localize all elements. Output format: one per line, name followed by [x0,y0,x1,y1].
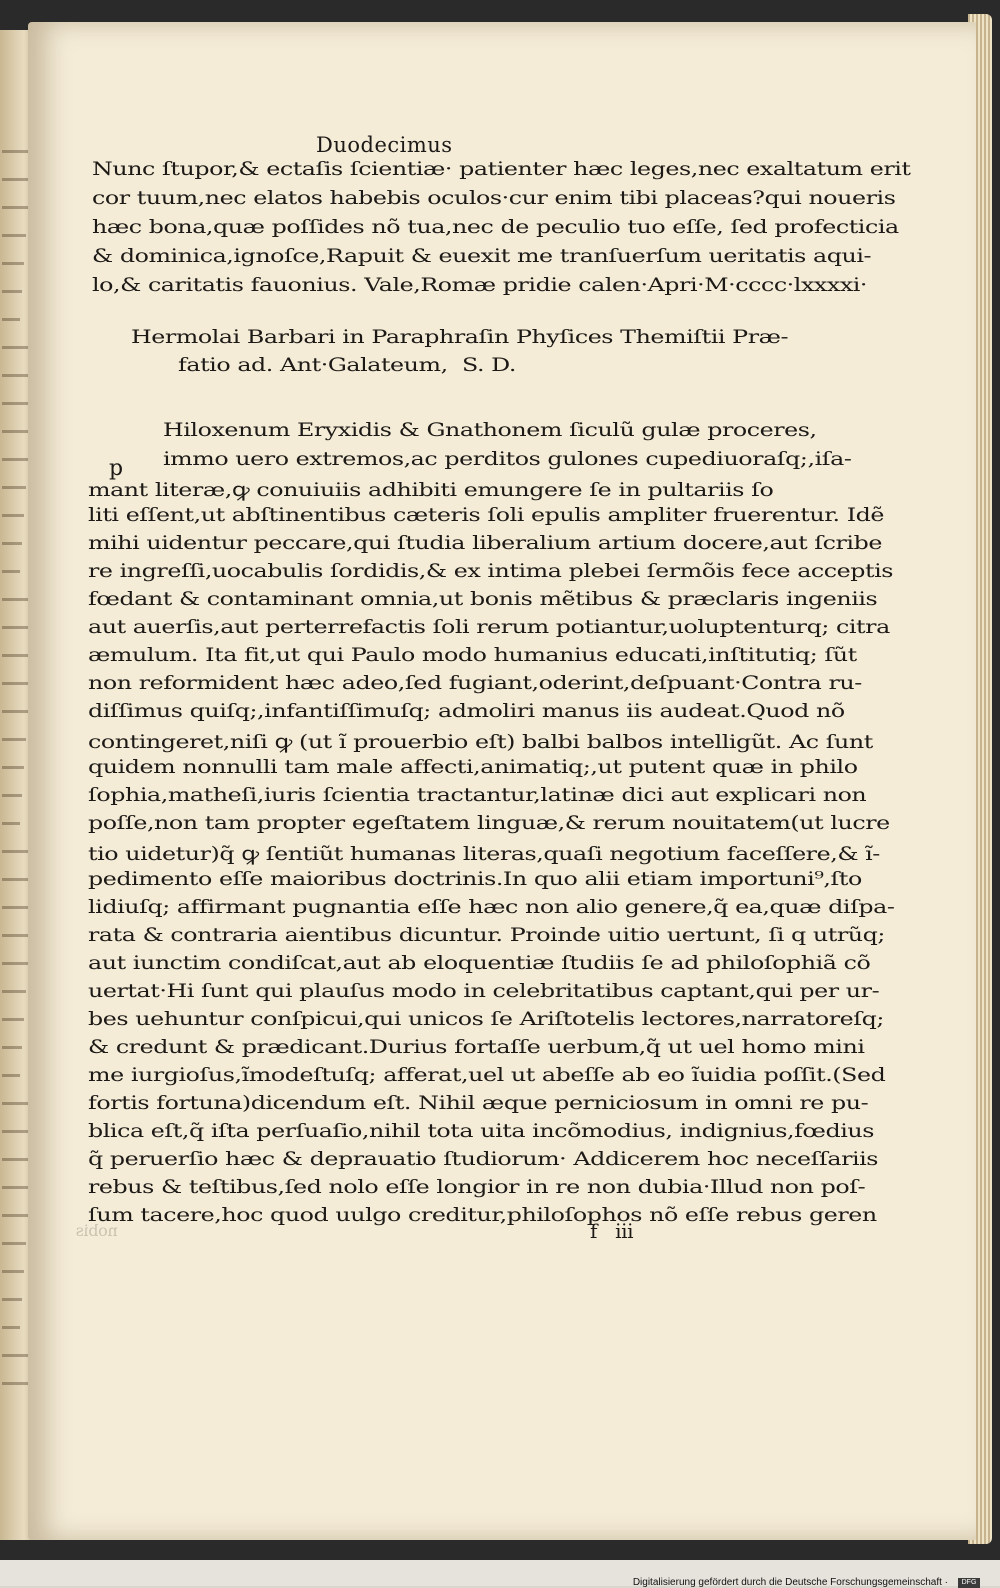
text-line: tio uidetur)q̃ ꝙ ſentiũt humanas literas,quaſi negotium faceſſere,& ĩ- [88,843,880,865]
text-line: pedimento eſſe maioribus doctrinis.In quo alii etiam importuni⁹,ſto [88,868,862,890]
facing-page-text-fragment [2,766,24,769]
facing-page-text-fragment [2,542,22,545]
facing-page-text-fragment [2,1298,22,1301]
facing-page-text-fragment [2,290,22,293]
text-line: blica eſt,q̃ iſta perſuaſio,nihil tota uita incõmodius, indignius,fœdius [88,1120,875,1142]
facing-page-text-fragment [2,318,20,321]
facing-page-text-fragment [2,234,26,237]
text-line: aut iunctim condiſcat,aut ab eloquentiæ ſtudiis ſe ad philoſophiã cõ [88,952,871,974]
facing-page-text-fragment [2,794,22,797]
facing-page-text-fragment [2,1046,22,1049]
text-line: ſophia,matheſi,iuris ſcientia tractantur,latinæ dici aut explicari non [88,784,867,806]
facing-page-text-fragment [2,1270,24,1273]
text-line: Hiloxenum Eryxidis & Gnathonem ſiculũ gulæ proceres, [163,419,817,441]
text-line: rebus & teſtibus,ſed nolo eſſe longior in re non dubia·Illud non poſ- [88,1176,866,1198]
text-line: contingeret,niſi ꝙ (ut ĩ prouerbio eſt) balbi balbos intelligũt. Ac ſunt [88,731,873,753]
text-line: rata & contraria aientibus dicuntur. Proinde uitio uertunt, ſi q utrũq; [88,924,885,946]
text-line: immo uero extremos,ac perditos gulones cupediuoraſq;,iſa- [163,448,852,470]
facing-page-text-fragment [2,514,24,517]
text-line: bes uehuntur conſpicui,qui unicos ſe Ariſtotelis lectores,narratoreſq; [88,1008,884,1030]
facing-page-text-fragment [2,1214,28,1217]
facing-page-text-fragment [2,486,26,489]
facing-page-text-fragment [2,178,30,181]
text-line: lo,& caritatis fauonius. Vale,Romæ pridie calen·Apri·M·cccc·lxxxxi· [92,274,868,296]
text-line: fœdant & contaminant omnia,ut bonis mẽtibus & præclaris ingeniis [88,588,878,610]
facing-page-text-fragment [2,1326,20,1329]
show-through-text: nobis [76,1221,118,1240]
facing-page-text-fragment [2,262,24,265]
text-line: æmulum. Ita fit,ut qui Paulo modo humanius educati,inſtitutiq; ſũt [88,644,857,666]
drop-cap-guide-letter: p [109,456,123,481]
facing-page-text-fragment [2,1018,24,1021]
facing-page-text-fragment [2,1242,26,1245]
facing-page-text-fragment [2,682,30,685]
text-line: quidem nonnulli tam male affecti,animatiq;,ut putent quæ in philo [88,756,858,778]
text-line: Hermolai Barbari in Paraphraſin Phyſices Themiſtii Præ- [131,326,789,348]
text-line: & dominica,ignoſce,Rapuit & euexit me tranſuerſum ueritatis aqui- [92,245,872,267]
text-line: aut auerſis,aut perterrefactis ſoli rerum potiantur,uoluptenturq; citra [88,616,890,638]
text-line: fatio ad. Ant·Galateum, S. D. [178,354,517,376]
facing-page-text-fragment [2,1074,20,1077]
facing-page-text-fragment [2,1186,30,1189]
text-line: Nunc ſtupor,& ectaſis ſcientiæ· patienter hæc leges,nec exaltatum erit [92,158,911,180]
text-line: me iurgioſus,ĩmodeſtuſq; afferat,uel ut abeſſe ab eo ĩuidia poſſit.(Sed [88,1064,886,1086]
text-line: hæc bona,quæ poſſides nõ tua,nec de peculio tuo eſſe, ſed profecticia [92,216,899,238]
text-line: uertat·Hi ſunt qui plauſus modo in celebritatibus captant,qui per ur- [88,980,880,1002]
signature-mark: f iii [590,1219,634,1243]
facing-page-text-fragment [2,934,30,937]
facing-page-text-fragment [2,206,28,209]
text-line: cor tuum,nec elatos habebis oculos·cur enim tibi placeas?qui noueris [92,187,896,209]
facing-page-text-fragment [2,710,28,713]
funding-credit: Digitalisierung gefördert durch die Deutsche Forschungsgemeinschaft · [632,1577,948,1588]
text-line: poſſe,non tam propter egeſtatem linguæ,& rerum nouitatem(ut lucre [88,812,890,834]
text-line: mant literæ,ꝙ conuiuiis adhibiti emungere ſe in pultariis ſo [88,479,774,501]
text-line: non reformident hæc adeo,ſed fugiant,oderint,deſpuant·Contra ru- [88,672,862,694]
facing-page-text-fragment [2,962,28,965]
text-line: mihi uidentur peccare,qui ſtudia liberalium artium docere,aut ſcribe [88,532,882,554]
facing-page-text-fragment [2,822,20,825]
text-line: q̃ peruerſio hæc & deprauatio ſtudiorum· Addicerem hoc neceſſariis [88,1148,879,1170]
facing-page-text-fragment [2,990,26,993]
facing-page-text-fragment [2,430,30,433]
facing-page-text-fragment [2,458,28,461]
dfg-logo: DFG [958,1578,980,1588]
text-line: & credunt & prædicant.Durius fortaſſe uerbum,q̃ ut uel homo mini [88,1036,865,1058]
facing-page-text-fragment [2,738,26,741]
running-head: Duodecimus [316,133,453,157]
text-line: ſum tacere,hoc quod uulgo creditur,philoſophos nõ eſſe rebus geren [88,1204,877,1226]
text-line: liti eſſent,ut abſtinentibus cæteris ſoli epulis ampliter fruerentur. Idẽ [88,504,885,526]
text-line: diſſimus quiſq;,infantiſſimuſq; admoliri manus iis audeat.Quod nõ [88,700,845,722]
text-line: re ingreſſi,uocabulis ſordidis,& ex intima plebei ſermõis fece acceptis [88,560,894,582]
facing-page-text-fragment [2,570,20,573]
text-line: fortis fortuna)dicendum eſt. Nihil æque perniciosum in omni re pu- [88,1092,869,1114]
text-line: lidiuſq; affirmant pugnantia eſſe hæc non alio genere,q̃ ea,quæ diſpa- [88,896,895,918]
